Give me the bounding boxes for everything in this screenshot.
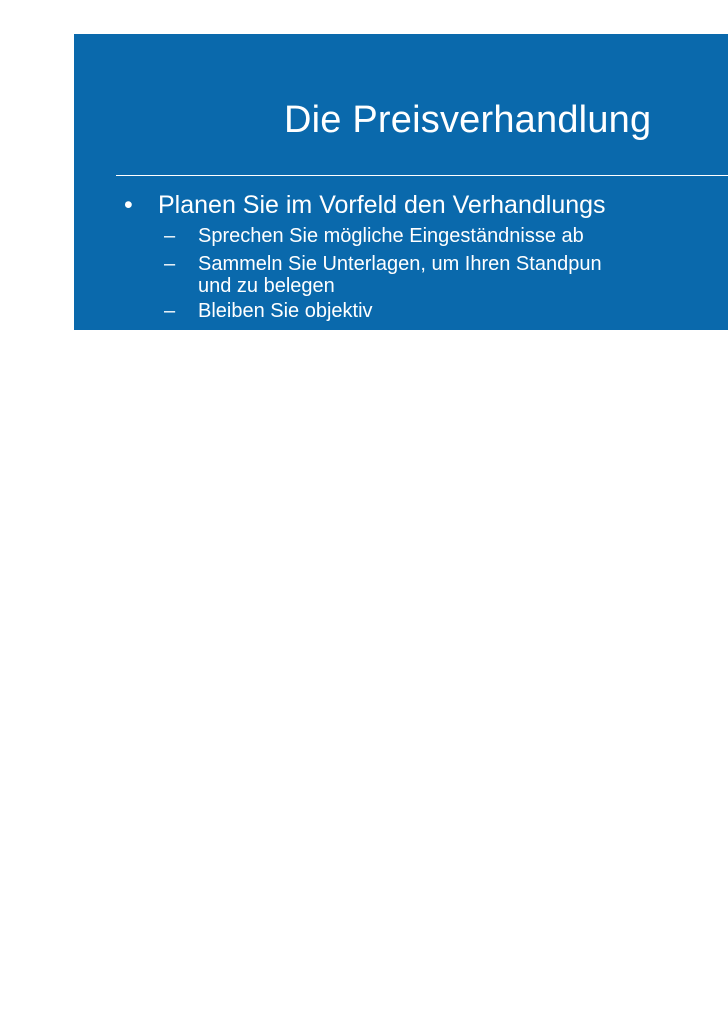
sub-bullet-text: Sprechen Sie mögliche Eingeständnisse ab xyxy=(198,225,584,247)
bullet-text: Inventar und Zubehör, Kostenübernahme xyxy=(158,384,614,412)
sub-bullet-text: Bleiben Sie objektiv xyxy=(198,300,373,322)
bullet-item xyxy=(120,328,728,440)
bullet-text: Planen Sie im Vorfeld den Verhandlungs xyxy=(158,191,606,219)
sub-bullet-list xyxy=(158,225,728,322)
bullet-marker: • xyxy=(124,328,133,356)
bullet-text: Ergebnisse immer schriftlich fest und las xyxy=(158,468,606,496)
bullet-text: Behalten Sie eine klare Linie bei, halten xyxy=(158,440,598,468)
sub-bullet-item xyxy=(158,300,728,322)
slide xyxy=(74,34,728,524)
sub-bullet-text: Sammeln Sie Unterlagen, um Ihren Standpun xyxy=(198,253,602,275)
sub-bullet-item xyxy=(158,225,728,247)
title-divider xyxy=(116,175,728,176)
bullet-list xyxy=(120,191,728,524)
sub-bullet-item xyxy=(158,253,728,297)
bullet-text: gehören ebenfalls verhandelt xyxy=(158,412,481,440)
bullet-marker: • xyxy=(124,191,133,219)
bullet-text: das Protokoll unterschreiben xyxy=(158,496,475,524)
sub-bullet-marker: – xyxy=(164,300,176,322)
sub-bullet-text: und zu belegen xyxy=(198,275,335,297)
bullet-item xyxy=(120,191,728,322)
sub-bullet-marker: – xyxy=(164,253,176,275)
slide-title: Die Preisverhandlung xyxy=(284,99,652,141)
bullet-marker: • xyxy=(124,440,133,468)
bullet-item xyxy=(120,440,728,524)
bullet-text: zeitpunkt, Zahlungstermin, eventuelle An xyxy=(158,356,609,384)
sub-bullet-marker: – xyxy=(164,225,176,247)
bullet-text: Berücksichtigen Sie nicht nur den Preis! xyxy=(158,328,600,356)
